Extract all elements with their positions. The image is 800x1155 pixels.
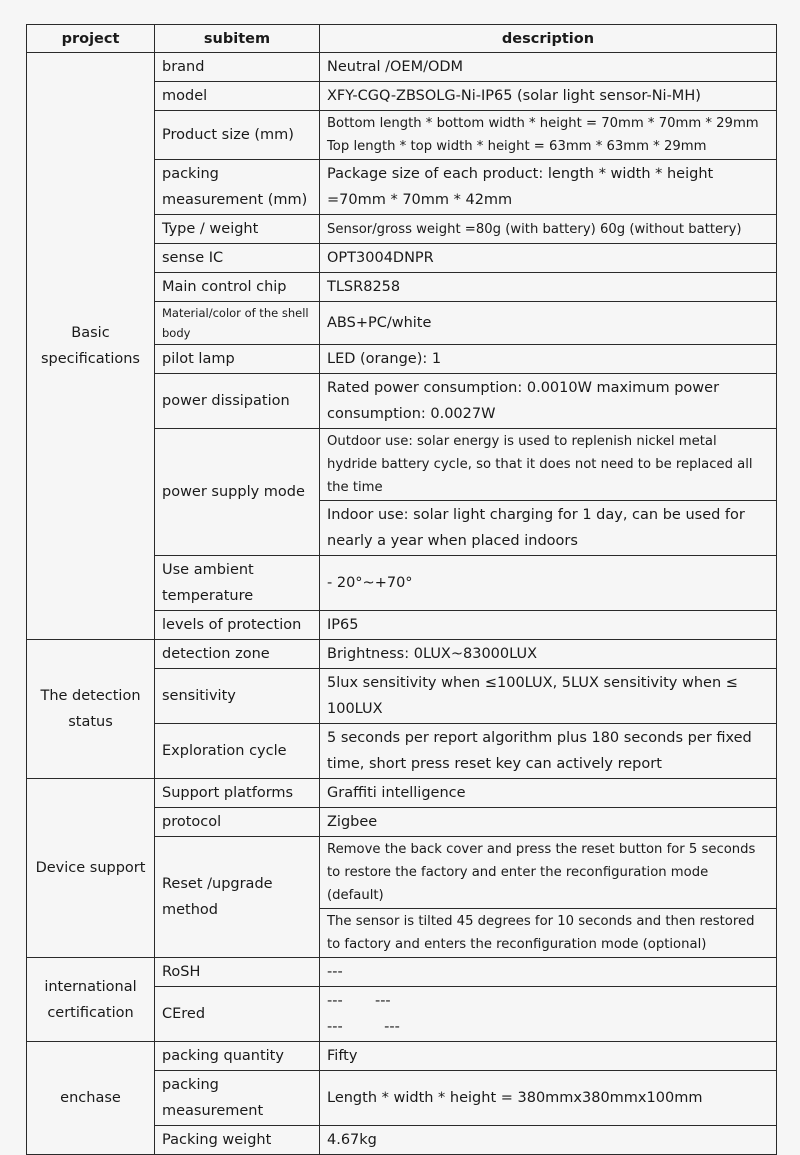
subitem-cell: packing quantity [155,1042,320,1071]
description-cell: Indoor use: solar light charging for 1 day, can be used for nearly a year when placed indoors [320,501,777,556]
subitem-cell: sense IC [155,244,320,273]
subitem-cell: model [155,82,320,111]
project-cell: international certification [27,958,155,1042]
description-cell: Fifty [320,1042,777,1071]
subitem-cell: protocol [155,808,320,837]
description-cell: Remove the back cover and press the reset button for 5 seconds to restore the factory and enter the reconfiguration mode (default) [320,837,777,909]
table-body [27,53,777,1155]
description-cell: - 20°~+70° [320,556,777,611]
header-project: project [27,25,155,53]
description-cell: TLSR8258 [320,273,777,302]
subitem-cell: packing measurement [155,1071,320,1126]
description-cell: Rated power consumption: 0.0010W maximum power consumption: 0.0027W [320,374,777,429]
subitem-cell: Use ambient temperature [155,556,320,611]
table-row [27,1042,777,1071]
subitem-cell: Product size (mm) [155,111,320,160]
subitem-cell: power supply mode [155,429,320,556]
description-cell: OPT3004DNPR [320,244,777,273]
project-cell: Device support [27,779,155,958]
table-row [27,640,777,669]
description-cell: Brightness: 0LUX~83000LUX [320,640,777,669]
subitem-cell: Packing weight [155,1126,320,1155]
project-cell: The detection status [27,640,155,779]
table-row [27,53,777,82]
description-cell: LED (orange): 1 [320,345,777,374]
table-row [27,958,777,987]
description-cell: --- [320,958,777,987]
description-cell: Sensor/gross weight =80g (with battery) 60g (without battery) [320,215,777,244]
subitem-cell: pilot lamp [155,345,320,374]
project-cell: Basic specifications [27,53,155,640]
description-cell: 5 seconds per report algorithm plus 180 seconds per fixed time, short press reset key can actively report [320,724,777,779]
header-description: description [320,25,777,53]
description-cell: Length * width * height = 380mmx380mmx100mm [320,1071,777,1126]
subitem-cell: levels of protection [155,611,320,640]
description-cell: --- --- --- --- [320,987,777,1042]
description-cell: 4.67kg [320,1126,777,1155]
description-cell: Neutral /OEM/ODM [320,53,777,82]
subitem-cell: Material/color of the shell body [155,302,320,345]
subitem-cell: Type / weight [155,215,320,244]
table-row [27,779,777,808]
subitem-cell: Support platforms [155,779,320,808]
description-cell: Graffiti intelligence [320,779,777,808]
header-row [27,25,777,53]
table-header [27,25,777,53]
subitem-cell: RoSH [155,958,320,987]
description-cell: Outdoor use: solar energy is used to replenish nickel metal hydride battery cycle, so that it does not need to be replaced all the time [320,429,777,501]
description-cell: ABS+PC/white [320,302,777,345]
header-subitem: subitem [155,25,320,53]
subitem-cell: packing measurement (mm) [155,160,320,215]
subitem-cell: CEred [155,987,320,1042]
spec-table [26,24,777,1155]
description-cell: Bottom length * bottom width * height = 70mm * 70mm * 29mm Top length * top width * height = 63mm * 63mm * 29mm [320,111,777,160]
subitem-cell: brand [155,53,320,82]
description-cell: XFY-CGQ-ZBSOLG-Ni-IP65 (solar light sensor-Ni-MH) [320,82,777,111]
subitem-cell: Reset /upgrade method [155,837,320,958]
description-cell: 5lux sensitivity when ≤100LUX, 5LUX sensitivity when ≤ 100LUX [320,669,777,724]
description-cell: Zigbee [320,808,777,837]
description-cell: IP65 [320,611,777,640]
subitem-cell: Exploration cycle [155,724,320,779]
subitem-cell: power dissipation [155,374,320,429]
subitem-cell: detection zone [155,640,320,669]
project-cell: enchase [27,1042,155,1155]
subitem-cell: sensitivity [155,669,320,724]
subitem-cell: Main control chip [155,273,320,302]
description-cell: Package size of each product: length * width * height =70mm * 70mm * 42mm [320,160,777,215]
description-cell: The sensor is tilted 45 degrees for 10 seconds and then restored to factory and enters the reconfiguration mode (optional) [320,909,777,958]
